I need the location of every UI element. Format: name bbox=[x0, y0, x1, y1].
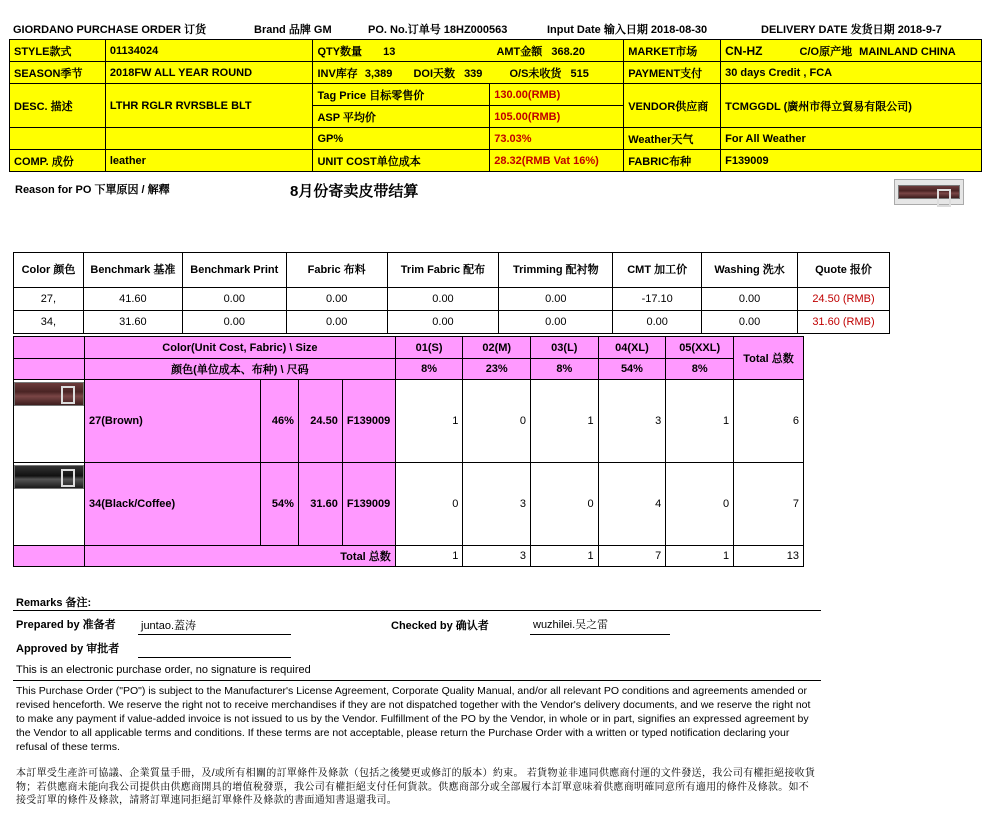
color-image-cell bbox=[14, 463, 85, 546]
signature-line bbox=[138, 634, 291, 635]
col-header: CMT 加工价 bbox=[613, 253, 702, 288]
size-pct: 8% bbox=[666, 359, 734, 380]
color-image-cell bbox=[14, 380, 85, 463]
table-cell: 34, bbox=[14, 311, 84, 334]
divider bbox=[13, 680, 821, 681]
market-label: MARKET市场 bbox=[624, 40, 721, 62]
empty-cell bbox=[14, 337, 85, 359]
asp-label: ASP 平均价 bbox=[313, 106, 490, 128]
inv-label: INV库存 bbox=[317, 67, 358, 80]
grand-total: 13 bbox=[734, 546, 804, 567]
col-header: Fabric 布料 bbox=[286, 253, 387, 288]
brand-field: Brand 品牌 GM bbox=[254, 24, 332, 36]
size-header: 01(S) bbox=[395, 337, 463, 359]
table-row bbox=[14, 380, 804, 463]
quote-cell: 24.50 (RMB) bbox=[798, 288, 890, 311]
qty-cell: 4 bbox=[598, 463, 666, 546]
doi-label: DOI天数 bbox=[413, 67, 455, 80]
table-cell: -17.10 bbox=[613, 288, 702, 311]
belt-image bbox=[14, 382, 84, 406]
empty-cell bbox=[14, 359, 85, 380]
table-cell: 0.00 bbox=[499, 311, 613, 334]
co-label: C/O原产地 bbox=[799, 45, 853, 58]
footer-total: 1 bbox=[666, 546, 734, 567]
color-name: 34(Black/Coffee) bbox=[85, 463, 261, 546]
size-pct: 8% bbox=[395, 359, 463, 380]
size-quantity-table bbox=[13, 336, 804, 567]
table-row bbox=[14, 288, 890, 311]
footer-total: 1 bbox=[531, 546, 599, 567]
table-cell: 0.00 bbox=[499, 288, 613, 311]
qty-cell: 3 bbox=[463, 463, 531, 546]
amt-value: 368.20 bbox=[551, 45, 585, 58]
table-cell: 0.00 bbox=[387, 288, 499, 311]
table-cell: 41.60 bbox=[83, 288, 182, 311]
po-number: PO. No.订单号 18HZ000563 bbox=[368, 24, 508, 36]
col-header: Color 颜色 bbox=[14, 253, 84, 288]
color-cost: 24.50 bbox=[298, 380, 342, 463]
footer-total-label: Total 总数 bbox=[85, 546, 396, 567]
col-header: Benchmark 基准 bbox=[83, 253, 182, 288]
table-cell: 0.00 bbox=[702, 288, 798, 311]
qty-cell: 0 bbox=[463, 380, 531, 463]
season-label: SEASON季节 bbox=[10, 62, 106, 84]
qty-label: QTY数量 bbox=[317, 45, 363, 58]
unit-cost-value: 28.32(RMB Vat 16%) bbox=[490, 150, 624, 172]
size-total-row bbox=[14, 546, 804, 567]
desc-label: DESC. 描述 bbox=[10, 84, 106, 128]
size-pct-row bbox=[14, 359, 804, 380]
color-fabric: F139009 bbox=[342, 463, 395, 546]
qty-cell: 0 bbox=[531, 463, 599, 546]
market-value: CN-HZ bbox=[725, 43, 763, 58]
total-header: Total 总数 bbox=[734, 337, 804, 380]
amt-label: AMT金额 bbox=[496, 45, 543, 58]
belt-image bbox=[14, 465, 84, 489]
market-co-cell bbox=[721, 40, 982, 62]
po-title: GIORDANO PURCHASE ORDER 订货 bbox=[13, 24, 207, 36]
terms-chinese: 本訂單受生產許可協議、企業質量手冊，及/或所有相關的訂單條件及條款（包括之後變更或修訂的版本）約束。 若貨物並非連同供應商付運的文件發送，我公司有權拒絕接收貨物；若供應商未能向我公司提供由供應商開具的增值稅發票，我公司有權拒絕支付任何貨款。供應商部分或全部履行本訂單意味着供應商明確同意所有適用的條件及條款。如不接受訂單的條件及條款，請將訂單連同拒絕訂單條件及條款的書面通知書退還我司。 bbox=[16, 768, 816, 806]
os-label: O/S未收货 bbox=[509, 67, 562, 80]
empty-cell bbox=[105, 128, 313, 150]
color-pct: 54% bbox=[261, 463, 299, 546]
quote-cell: 31.60 (RMB) bbox=[798, 311, 890, 334]
input-date: Input Date 输入日期 2018-08-30 bbox=[547, 24, 708, 36]
electronic-note: This is an electronic purchase order, no signature is required bbox=[16, 664, 311, 676]
table-cell: 27, bbox=[14, 288, 84, 311]
color-name: 27(Brown) bbox=[85, 380, 261, 463]
season-value: 2018FW ALL YEAR ROUND bbox=[105, 62, 313, 84]
belt-image bbox=[898, 185, 960, 199]
gp-label: GP% bbox=[313, 128, 490, 150]
vendor-value: TCMGGDL (廣州市得立貿易有限公司) bbox=[721, 84, 982, 128]
color-fabric: F139009 bbox=[342, 380, 395, 463]
size-header: 04(XL) bbox=[598, 337, 666, 359]
remarks-label: Remarks 备注: bbox=[16, 597, 92, 609]
os-value: 515 bbox=[570, 67, 589, 80]
qty-cell: 1 bbox=[666, 380, 734, 463]
table-cell: 0.00 bbox=[702, 311, 798, 334]
cost-breakdown-table bbox=[13, 252, 890, 334]
payment-label: PAYMENT支付 bbox=[624, 62, 721, 84]
empty-cell bbox=[10, 128, 106, 150]
prepared-by: juntao.蓋涛 bbox=[141, 620, 197, 632]
size-pct: 54% bbox=[598, 359, 666, 380]
qty-cell: 1 bbox=[531, 380, 599, 463]
qty-amt-cell bbox=[313, 40, 624, 62]
reason-label: Reason for PO 下單原因 / 解釋 bbox=[15, 184, 170, 196]
qty-cell: 3 bbox=[598, 380, 666, 463]
table-cell: 0.00 bbox=[613, 311, 702, 334]
size-table-head-cn: 颜色(单位成本、布种) \ 尺码 bbox=[85, 359, 396, 380]
style-value: 01134024 bbox=[105, 40, 313, 62]
qty-cell: 0 bbox=[395, 463, 463, 546]
comp-label: COMP. 成份 bbox=[10, 150, 106, 172]
doi-value: 339 bbox=[464, 67, 483, 80]
qty-cell: 0 bbox=[666, 463, 734, 546]
signature-line bbox=[530, 634, 670, 635]
footer-total: 1 bbox=[395, 546, 463, 567]
approved-label: Approved by 审批者 bbox=[16, 643, 120, 655]
delivery-date: DELIVERY DATE 发货日期 2018-9-7 bbox=[761, 24, 942, 36]
footer-total: 3 bbox=[463, 546, 531, 567]
table-cell: 0.00 bbox=[182, 288, 286, 311]
size-pct: 8% bbox=[531, 359, 599, 380]
col-header: Quote 报价 bbox=[798, 253, 890, 288]
inv-value: 3,389 bbox=[364, 67, 393, 80]
checked-by: wuzhilei.吴之雷 bbox=[533, 619, 609, 631]
tag-label: Tag Price 目标零售价 bbox=[313, 84, 490, 106]
size-pct: 23% bbox=[463, 359, 531, 380]
col-header: Benchmark Print bbox=[182, 253, 286, 288]
vendor-label: VENDOR供应商 bbox=[624, 84, 721, 128]
gp-value: 73.03% bbox=[490, 128, 624, 150]
signature-line bbox=[138, 657, 291, 658]
empty-cell bbox=[14, 546, 85, 567]
table-row bbox=[14, 463, 804, 546]
table-cell: 0.00 bbox=[286, 311, 387, 334]
cost-header-row bbox=[14, 253, 890, 288]
style-label: STYLE款式 bbox=[10, 40, 106, 62]
fabric-label: FABRIC布种 bbox=[624, 150, 721, 172]
prepared-label: Prepared by 准备者 bbox=[16, 619, 116, 631]
col-header: Trim Fabric 配布 bbox=[387, 253, 499, 288]
size-header-row bbox=[14, 337, 804, 359]
table-row bbox=[14, 311, 890, 334]
footer-total: 7 bbox=[598, 546, 666, 567]
row-total: 6 bbox=[734, 380, 804, 463]
tag-value: 130.00(RMB) bbox=[490, 84, 624, 106]
weather-value: For All Weather bbox=[721, 128, 982, 150]
unit-cost-label: UNIT COST单位成本 bbox=[313, 150, 490, 172]
table-cell: 0.00 bbox=[387, 311, 499, 334]
table-cell: 0.00 bbox=[182, 311, 286, 334]
checked-label: Checked by 确认者 bbox=[391, 620, 489, 632]
qty-value: 13 bbox=[383, 45, 396, 58]
size-table-head: Color(Unit Cost, Fabric) \ Size bbox=[85, 337, 396, 359]
row-total: 7 bbox=[734, 463, 804, 546]
size-header: 03(L) bbox=[531, 337, 599, 359]
co-value: MAINLAND CHINA bbox=[859, 45, 956, 58]
fabric-value: F139009 bbox=[721, 150, 982, 172]
reason-text: 8月份寄卖皮带结算 bbox=[290, 183, 419, 200]
col-header: Washing 洗水 bbox=[702, 253, 798, 288]
divider bbox=[13, 610, 821, 611]
table-cell: 0.00 bbox=[286, 288, 387, 311]
size-header: 02(M) bbox=[463, 337, 531, 359]
order-info-table bbox=[9, 39, 982, 172]
product-thumbnail bbox=[894, 179, 964, 205]
size-header: 05(XXL) bbox=[666, 337, 734, 359]
color-pct: 46% bbox=[261, 380, 299, 463]
col-header: Trimming 配衬物 bbox=[499, 253, 613, 288]
inv-cell bbox=[313, 62, 624, 84]
asp-value: 105.00(RMB) bbox=[490, 106, 624, 128]
desc-value: LTHR RGLR RVRSBLE BLT bbox=[105, 84, 313, 128]
qty-cell: 1 bbox=[395, 380, 463, 463]
table-cell: 31.60 bbox=[83, 311, 182, 334]
payment-value: 30 days Credit , FCA bbox=[721, 62, 982, 84]
color-cost: 31.60 bbox=[298, 463, 342, 546]
terms-english: This Purchase Order ("PO") is subject to the Manufacturer's License Agreement, Corporate Quality Manual, and/or all relevant PO conditions and agreements amended or revised henceforth. We reserve the right not to receive merchandises if they are not dispatched together with the Vendor's delivery documents, and we reserve the right not to make any payment if value-added invoice is not issued to us by the Vendor. Fulfillment of the PO by the Vendor, in whole or in part, signifies an expressed agreement by the Vendor to all applicable terms and conditions. If these terms are not acceptable, please return the Purchase Order with a written or typed notification declaring your refusal of these terms. bbox=[16, 685, 811, 753]
comp-value: leather bbox=[105, 150, 313, 172]
weather-label: Weather天气 bbox=[624, 128, 721, 150]
